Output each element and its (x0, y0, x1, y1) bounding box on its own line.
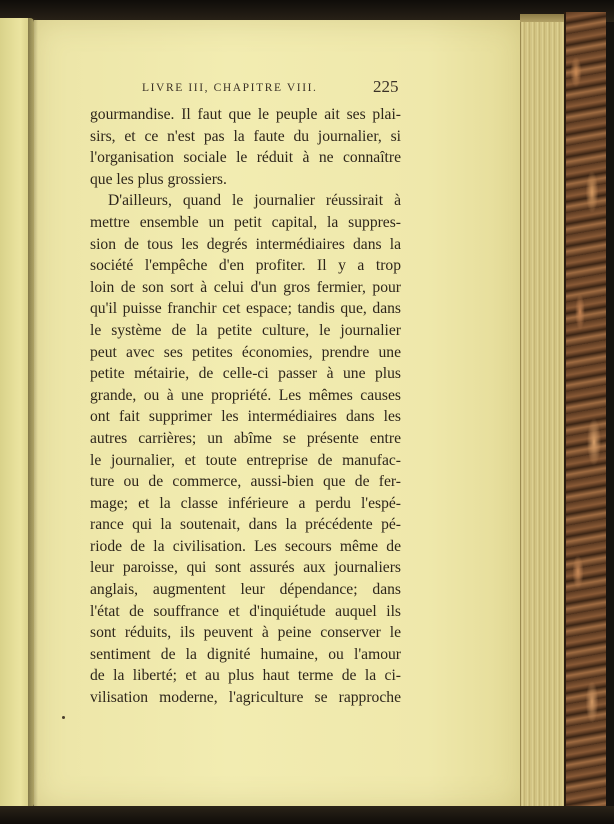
text-line: sirs, et ce n'est pas la faute du journalier, si (90, 127, 401, 145)
text-line: anglais, augmentent leur dépendance; dans (90, 581, 401, 599)
text-line: D'ailleurs, quand le journalier réussirait à (108, 192, 401, 210)
text-line: que les plus grossiers. (90, 170, 227, 188)
text-line: sentiment de la dignité humaine, ou l'amour (90, 645, 401, 663)
text-line: peut avec ses petites économies, prendre une (90, 343, 401, 361)
text-line: ont fait supprimer les intermédiaires dans les (90, 408, 401, 426)
text-line: de la liberté; et au plus haut terme de la ci- (90, 667, 401, 685)
text-line: grande, ou à une propriété. Les mêmes causes (90, 386, 401, 404)
text-line: loin de son sort à celui d'un gros fermier, pour (90, 278, 401, 296)
text-line: gourmandise. Il faut que le peuple ait ses plai- (90, 106, 401, 123)
text-line: vilisation moderne, l'agriculture se rapproche (90, 689, 401, 707)
text-line: mage; et la classe inférieure a perdu l'espé- (90, 494, 401, 512)
text-line: l'organisation sociale le réduit à ne connaître (90, 149, 401, 167)
text-line: le système de la petite culture, le journalier (90, 321, 401, 339)
text-line: riode de la civilisation. Les secours même de (90, 537, 401, 555)
text-line: autres carrières; un abîme se présente entre (90, 429, 401, 447)
text-line: ture ou de commerce, aussi-bien que de fer- (90, 473, 401, 491)
text-line: rance qui la soutenait, dans la précédente pé- (90, 516, 401, 534)
text-line: le journalier, et toute entreprise de manufac- (90, 451, 401, 469)
text-line: qu'il puisse franchir cet espace; tandis que, dans (90, 300, 401, 318)
body-text (90, 104, 401, 709)
bottom-shadow (0, 806, 614, 824)
gutter-shadow (28, 18, 38, 808)
ink-speck (62, 716, 65, 719)
text-line: mettre ensemble un petit capital, la suppres- (90, 213, 401, 231)
text-line: leur paroisse, qui sont assurés aux journaliers (90, 559, 401, 577)
fore-edge-pages (520, 22, 569, 806)
text-line: sion de tous les degrés intermédiaires dans la (90, 235, 401, 253)
text-line: l'état de souffrance et d'inquiétude auquel ils (90, 602, 401, 620)
marbled-cover-board (564, 12, 606, 810)
page-number: 225 (373, 77, 399, 96)
text-line: petite métairie, de celle-ci passer à une plus (90, 365, 401, 383)
running-head: LIVRE III, CHAPITRE VIII. (142, 82, 318, 94)
text-line: sont réduits, ils peuvent à peine conserver le (90, 624, 401, 642)
text-line: société l'empêche d'en profiter. Il y a trop (90, 257, 401, 275)
